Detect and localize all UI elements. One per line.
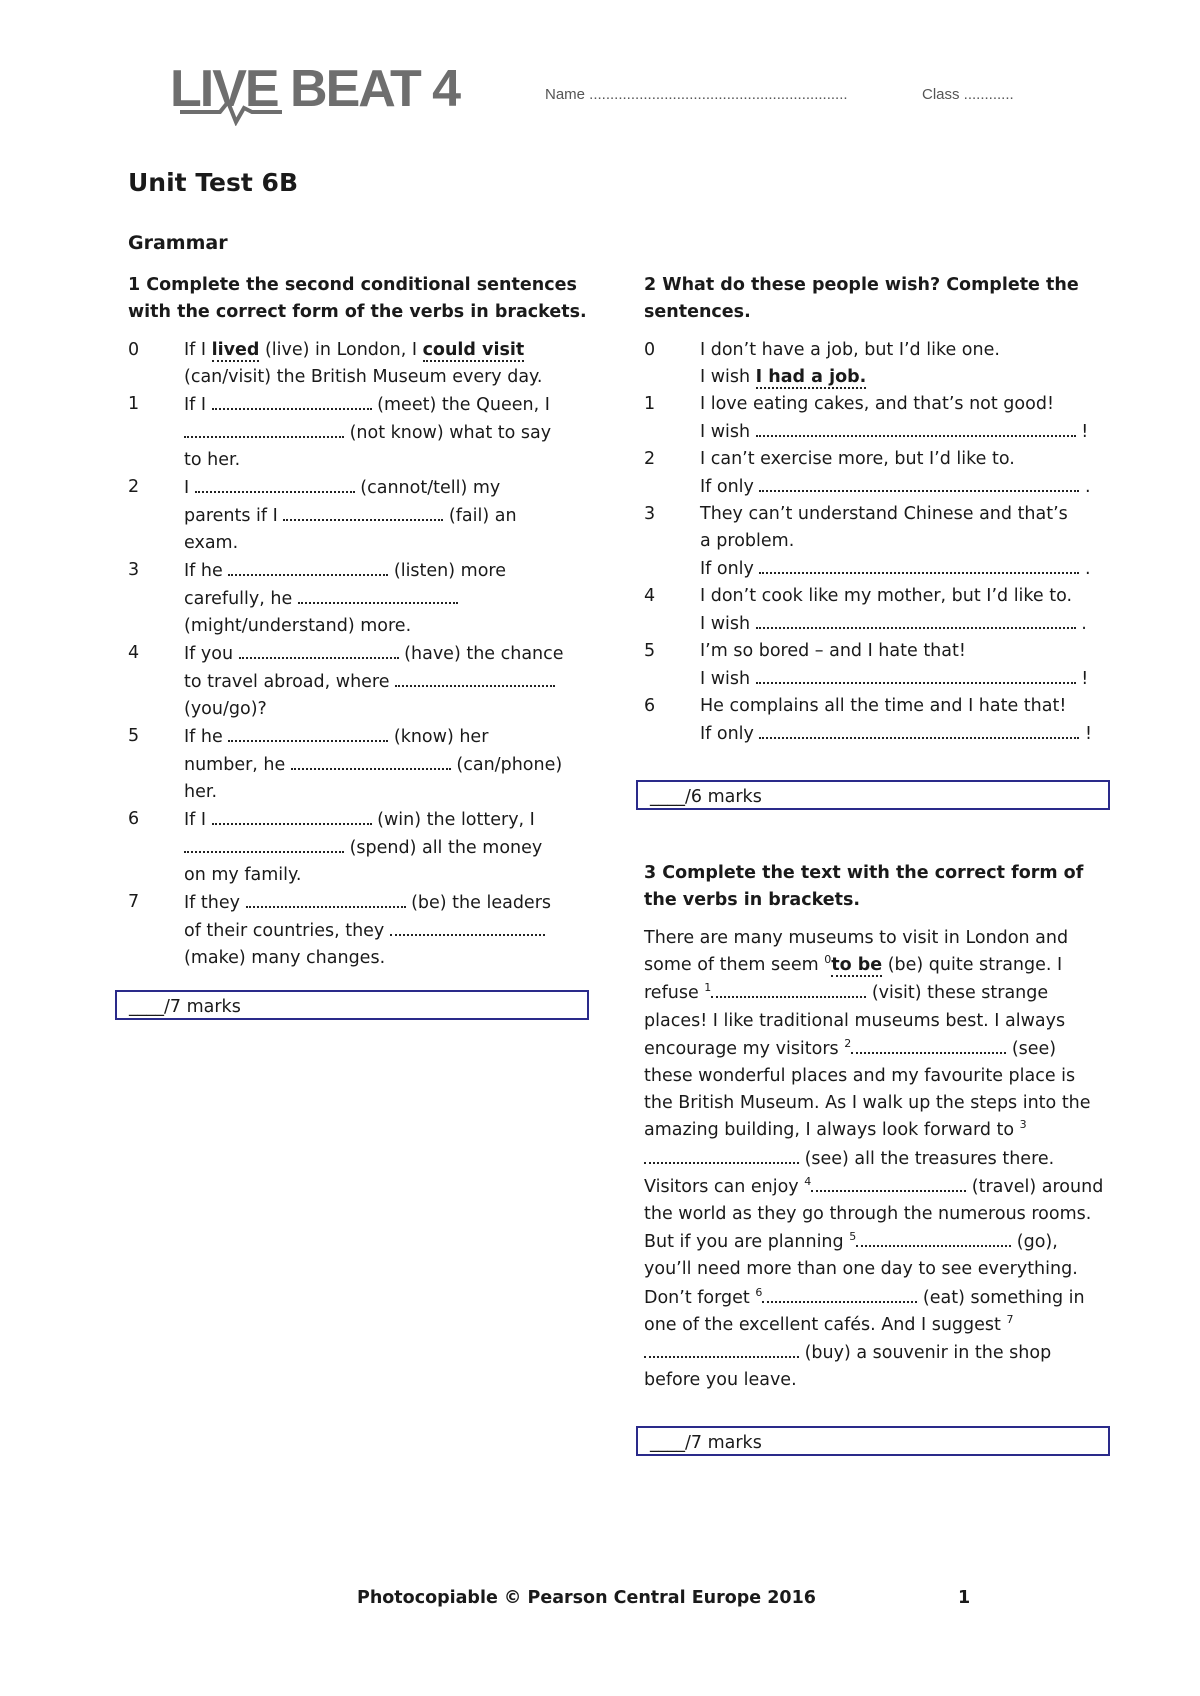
exercise-2-heading: 2 What do these people wish? Complete the sentences. xyxy=(644,275,1079,322)
item-number: 1 xyxy=(644,394,656,414)
example-answer: could visit xyxy=(422,340,525,360)
answer-blank[interactable] xyxy=(395,668,555,687)
answer-blank[interactable] xyxy=(283,502,443,521)
answer-blank[interactable] xyxy=(762,1284,917,1303)
exercise-1-item: 2 I (cannot/tell) my parents if I (fail) an exam. xyxy=(128,474,588,557)
answer-blank[interactable] xyxy=(239,640,399,659)
footer-copyright: Photocopiable © Pearson Central Europe 2016 xyxy=(357,1588,816,1608)
answer-blank[interactable] xyxy=(212,391,372,410)
unit-title: Unit Test 6B xyxy=(128,168,298,197)
exercise-3 xyxy=(644,860,1104,1456)
answer-blank[interactable] xyxy=(851,1035,1006,1054)
answer-blank[interactable] xyxy=(756,665,1076,684)
item-number: 5 xyxy=(128,726,140,746)
item-number: 7 xyxy=(128,892,140,912)
exercise-1 xyxy=(128,272,588,972)
name-field[interactable]: Name .............................................................. xyxy=(545,86,848,103)
exercise-3-marks-box[interactable]: ____/7 marks xyxy=(636,1426,1110,1456)
exercise-2 xyxy=(644,272,1104,1456)
item-number: 2 xyxy=(128,477,140,497)
exercise-2-item: 3 They can’t understand Chinese and that’s a problem. If only . xyxy=(644,501,1104,583)
logo-text: LIVE BEAT 4 xyxy=(170,60,460,118)
item-number: 6 xyxy=(644,696,656,716)
item-number: 5 xyxy=(644,641,656,661)
item-number: 0 xyxy=(128,340,140,360)
exercise-1-marks-box[interactable]: ____/7 marks xyxy=(115,990,589,1020)
exercise-1-item: 6 If I (win) the lottery, I (spend) all the money on my family. xyxy=(128,806,588,889)
exercise-1-example: 0 If I lived (live) in London, I could visit (can/visit) the British Museum every day. xyxy=(128,337,588,391)
example-answer: I had a job. xyxy=(755,367,867,387)
exercise-2-item: 1 I love eating cakes, and that’s not good! I wish ! xyxy=(644,391,1104,446)
exercise-1-item: 5 If he (know) her number, he (can/phone) her. xyxy=(128,723,588,806)
answer-blank[interactable] xyxy=(228,723,388,742)
exercise-3-heading: 3 Complete the text with the correct form of the verbs in brackets. xyxy=(644,863,1084,910)
answer-blank[interactable] xyxy=(856,1228,1011,1247)
exercise-1-item: 7 If they (be) the leaders of their countries, they (make) many changes. xyxy=(128,889,588,972)
section-title: Grammar xyxy=(128,232,228,254)
exercise-3-text: There are many museums to visit in London and some of them seem $^0$to be (be) quite strange. I refuse $^1$ (visit) these strange places! I like traditional museums best. I always encourage my visitors $^2$ (see) these wonderful places and my favourite place is the British Museum. As I walk up the steps into the amazing building, I always look forward to $^3$ (see) all the treasures there. Visitors can enjoy $^4$ (travel) around the world as they go through the numerous rooms. But if you are planning $^5$ (go), you’ll need more than one day to see everything. Don’t forget $^6$ (eat) something in one of the excellent cafés. And I suggest $^7$ (buy) a souvenir in the shop before you leave. xyxy=(644,928,1104,1391)
exercise-1-heading: 1 Complete the second conditional sentences with the correct form of the verbs in brackets. xyxy=(128,275,587,322)
answer-blank[interactable] xyxy=(759,473,1079,492)
answer-blank[interactable] xyxy=(390,917,545,936)
item-number: 1 xyxy=(128,394,140,414)
answer-blank[interactable] xyxy=(246,889,406,908)
page-number: 1 xyxy=(958,1588,971,1608)
answer-blank[interactable] xyxy=(756,610,1076,629)
example-answer: to be xyxy=(831,955,883,976)
answer-blank[interactable] xyxy=(759,555,1079,574)
exercise-2-item: 6 He complains all the time and I hate that! If only ! xyxy=(644,693,1104,748)
answer-blank[interactable] xyxy=(644,1145,799,1164)
answer-blank[interactable] xyxy=(228,557,388,576)
answer-blank[interactable] xyxy=(759,720,1079,739)
answer-blank[interactable] xyxy=(184,419,344,438)
answer-blank[interactable] xyxy=(644,1339,799,1358)
exercise-2-item: 2 I can’t exercise more, but I’d like to. If only . xyxy=(644,446,1104,501)
exercise-2-item: 4 I don’t cook like my mother, but I’d like to. I wish . xyxy=(644,583,1104,638)
answer-blank[interactable] xyxy=(184,834,344,853)
exercise-2-marks-box[interactable]: ____/6 marks xyxy=(636,780,1110,810)
answer-blank[interactable] xyxy=(212,806,372,825)
exercise-1-item: 1 If I (meet) the Queen, I (not know) what to say to her. xyxy=(128,391,588,474)
item-number: 0 xyxy=(644,340,656,360)
answer-blank[interactable] xyxy=(811,1173,966,1192)
item-number: 4 xyxy=(128,643,140,663)
class-field[interactable]: Class ............ xyxy=(922,86,1014,103)
example-answer: lived xyxy=(211,340,260,360)
exercise-1-item: 4 If you (have) the chance to travel abroad, where (you/go)? xyxy=(128,640,588,723)
live-beat-logo xyxy=(170,56,485,126)
item-number: 3 xyxy=(128,560,140,580)
answer-blank[interactable] xyxy=(711,979,866,998)
item-number: 2 xyxy=(644,449,656,469)
item-number: 6 xyxy=(128,809,140,829)
exercise-1-item: 3 If he (listen) more carefully, he (might/understand) more. xyxy=(128,557,588,640)
answer-blank[interactable] xyxy=(195,474,355,493)
answer-blank[interactable] xyxy=(756,418,1076,437)
answer-blank[interactable] xyxy=(298,585,458,604)
answer-blank[interactable] xyxy=(291,751,451,770)
item-number: 3 xyxy=(644,504,656,524)
exercise-2-example: 0 I don’t have a job, but I’d like one. I wish I had a job. xyxy=(644,337,1104,391)
exercise-2-item: 5 I’m so bored – and I hate that! I wish ! xyxy=(644,638,1104,693)
item-number: 4 xyxy=(644,586,656,606)
